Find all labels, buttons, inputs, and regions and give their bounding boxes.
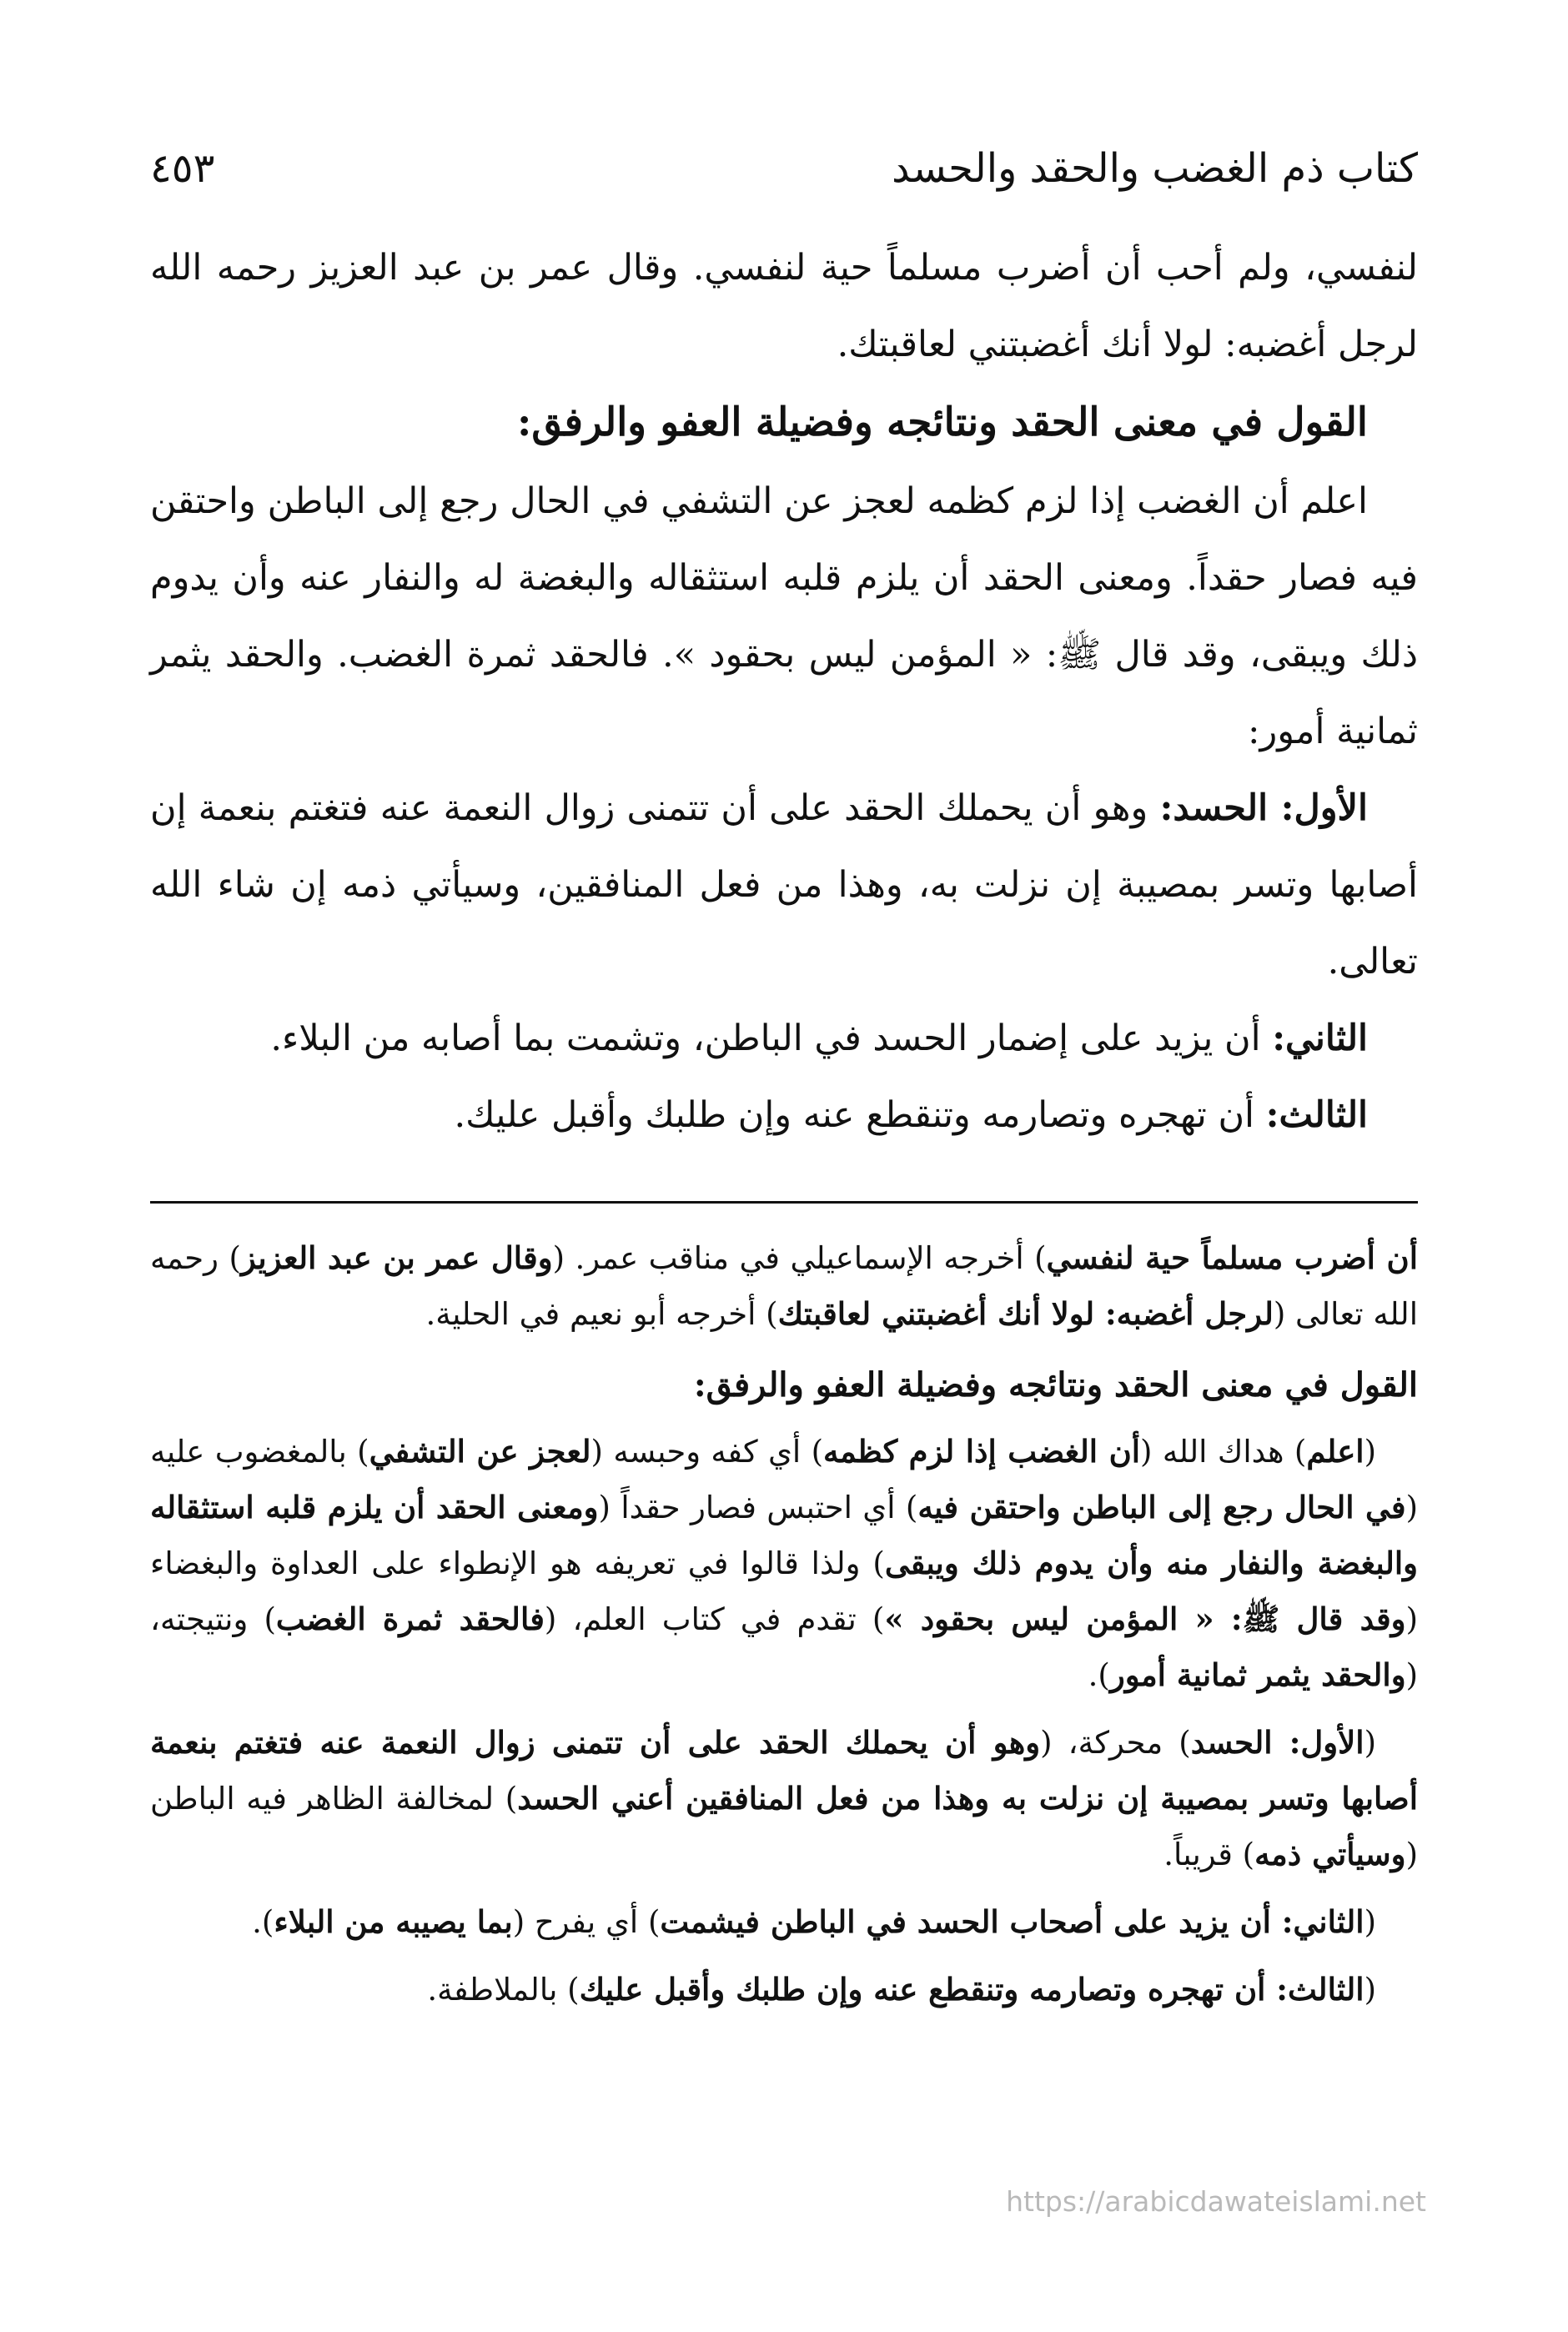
commentary-paragraph-1 (150, 1230, 1418, 1342)
quoted-text: الأول: الحسد (1190, 1724, 1364, 1761)
quoted-text: اعلم (1306, 1433, 1364, 1470)
commentary (150, 1230, 1418, 2029)
second-label: الثاني: (1272, 1018, 1368, 1059)
commentary-text: ) ونتيجته، ( (150, 1601, 1418, 1693)
commentary-text: ) قريباً. (1163, 1837, 1255, 1872)
commentary-text: ) أي يفرح ( (512, 1904, 661, 1940)
commentary-text: ) أي احتبس فصار حقداً ( (598, 1490, 918, 1525)
commentary-text: ( (1364, 1904, 1376, 1940)
quoted-text: ومعنى الحقد أن يلزم قلبه استثقاله والبغضة والنفار منه وأن يدوم ذلك ويبقى (150, 1489, 1418, 1581)
commentary-heading: القول في معنى الحقد ونتائجه وفضيلة العفو والرفق: (693, 1365, 1418, 1405)
paragraph-second (150, 1000, 1418, 1077)
commentary-text: ) بالملاطفة. (427, 1972, 580, 2008)
commentary-text: ) أخرجه أبو نعيم في الحلية. (425, 1296, 778, 1332)
page-header (150, 117, 1418, 192)
quoted-text: لعجز عن التشفي (369, 1433, 591, 1470)
commentary-text: ). (1088, 1657, 1110, 1693)
quoted-text: وسيأتي ذمه (1254, 1836, 1406, 1872)
quoted-text: والحقد يثمر ثمانية أمور (1109, 1656, 1406, 1693)
quoted-text: في الحال رجع إلى الباطن واحتقن فيه (917, 1489, 1406, 1525)
commentary-paragraph-2 (150, 1424, 1418, 1703)
commentary-text: ( (1364, 1972, 1376, 2008)
quoted-text: الثاني: أن يزيد على أصحاب الحسد في الباطن فيشمت (660, 1903, 1364, 1940)
paragraph-continuation: لنفسي، ولم أحب أن أضرب مسلماً حية لنفسي. وقال عمر بن عبد العزيز رحمه الله لرجل أغضبه: لولا أنك أغضبتني لعاقبتك. (150, 247, 1418, 365)
commentary-text: ) أخرجه الإسماعيلي في مناقب عمر. ( (552, 1240, 1047, 1276)
quoted-text: وقال عمر بن عبد العزيز (240, 1239, 553, 1276)
commentary-text: ) بالمغضوب عليه ( (150, 1434, 1419, 1525)
quoted-text: الثالث: أن تهجره وتصارمه وتنقطع عنه وإن طلبك وأقبل عليك (579, 1971, 1364, 2008)
paragraph-first (150, 770, 1418, 1000)
commentary-text: ( (1364, 1434, 1377, 1470)
quoted-text: وهو أن يحملك الحقد على أن تتمنى زوال النعمة عنه فتغتم بنعمة أصابها وتسر بمصيبة إن نزلت به وهذا من فعل المنافقين أعني الحسد (150, 1724, 1418, 1817)
main-text (150, 229, 1418, 1153)
quoted-text: لرجل أغضبه: لولا أنك أغضبتني لعاقبتك (777, 1295, 1274, 1332)
commentary-text: ) هداك الله ( (1140, 1434, 1307, 1470)
footnote-divider (150, 1201, 1418, 1204)
running-title: كتاب ذم الغضب والحقد والحسد (892, 145, 1418, 192)
second-text: أن يزيد على إضمار الحسد في الباطن، وتشمت بما أصابه من البلاء. (270, 1018, 1273, 1059)
commentary-text: ) ولذا قالوا في تعريفه هو الإنطواء على العداوة والبغضاء ( (150, 1545, 1418, 1637)
quoted-text: بما يصيبه من البلاء (274, 1903, 513, 1940)
commentary-paragraph-3 (150, 1715, 1418, 1882)
section-heading: القول في معنى الحقد ونتائجه وفضيلة العفو والرفق: (516, 400, 1368, 445)
paragraph-third (150, 1077, 1418, 1153)
quoted-text: فالحقد ثمرة الغضب (275, 1601, 545, 1637)
third-text: أن تهجره وتصارمه وتنقطع عنه وإن طلبك وأقبل عليك. (454, 1094, 1266, 1136)
commentary-text: ). (252, 1904, 274, 1940)
commentary-paragraph-4 (150, 1894, 1418, 1950)
commentary-text: ) لمخالفة الظاهر فيه الباطن ( (150, 1781, 1418, 1872)
commentary-text: ) رحمه الله تعالى ( (150, 1240, 1418, 1332)
quoted-text: أن أضرب مسلماً حية لنفسي (1046, 1239, 1418, 1276)
commentary-paragraph-5 (150, 1962, 1418, 2018)
quoted-text: وقد قال ﷺ: « المؤمن ليس بحقود » (884, 1601, 1406, 1637)
watermark-url: https://arabicdawateislami.net (1006, 2185, 1426, 2218)
commentary-text: ( (1364, 1725, 1376, 1761)
quoted-text: أن الغضب إذا لزم كظمه (823, 1433, 1141, 1470)
commentary-text: ) تقدم في كتاب العلم، ( (544, 1601, 885, 1637)
page-number: ٤٥٣ (150, 145, 215, 192)
commentary-text: ) محركة، ( (1040, 1725, 1191, 1761)
first-label: الأول: الحسد: (1159, 787, 1369, 829)
third-label: الثالث: (1265, 1094, 1368, 1136)
paragraph-definition: اعلم أن الغضب إذا لزم كظمه لعجز عن التشفي في الحال رجع إلى الباطن واحتقن فيه فصار حقداً. ومعنى الحقد أن يلزم قلبه استثقاله والبغضة له والنفار عنه وأن يدوم ذلك ويبقى، وقد قال ﷺ: « المؤمن ليس بحقود ». فالحقد ثمرة الغضب. والحقد يثمر ثمانية أمور: (150, 480, 1418, 752)
first-text: وهو أن يحملك الحقد على أن تتمنى زوال النعمة عنه فتغتم بنعمة إن أصابها وتسر بمصيبة إن نزلت به، وهذا من فعل المنافقين، وسيأتي ذمه إن شاء الله تعالى. (150, 787, 1418, 983)
commentary-text: ) أي كفه وحبسه ( (591, 1434, 823, 1470)
